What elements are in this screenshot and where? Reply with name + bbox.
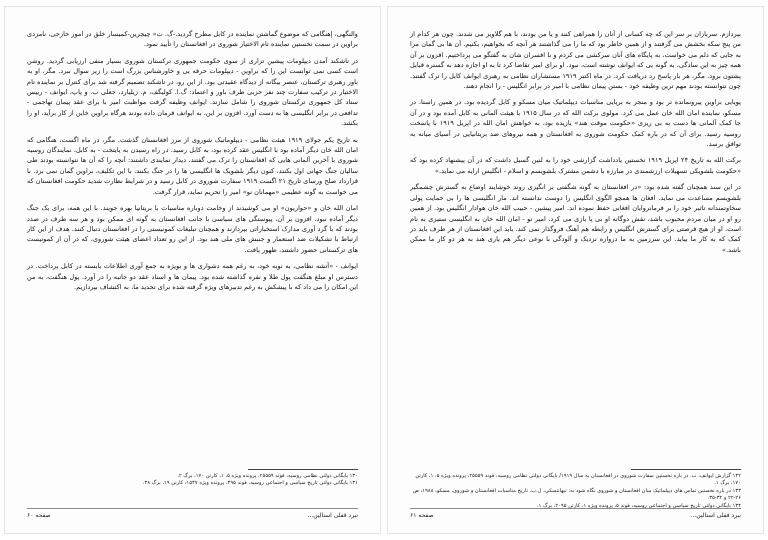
right-page-footer (410, 508, 741, 523)
right-paragraph-2: پویایی براوین پیرونمانده تر بود و منجر به برپایی مناسبات دیپلماتیک میان مسکو و کابل گردیده بود. در همین راستا، در مسکو، نماینده امان الله خان عمل می کرد. مولوی برکت الله که در سال ۱۹۱۵ با هیئت آلمانی به کابل آمده بود و در آن جا کمک آلمانی ها دست به بی ریزی «حکومت موقت هند» یازیده بود، به خواهش امان الله در اپریل ۱۹۱۹ با پاسخت روسیه رسید. برای آن که در باره کمک حکومت شوروی به افغانستان و همه نیروهای ضد بریتانیایی در آسیای میانه به توافق برسد. (410, 98, 741, 149)
left-footnotes (27, 469, 358, 503)
footnote: ۱۳۴ بایگانی دولتی تاریخ سیاسی و اجتماعی روسیه، فوند ۵، پرونده ویژه ۱، کارتن ۲۰۹۵، برگ ۱. (537, 502, 741, 509)
right-footnotes (410, 469, 741, 509)
left-paragraph-2: در تاشکند آمدن دیپلومات پیشین تزاری از سوی حکومت جمهوری ترکستان شوروی بسیار منفی ارزیابی گردید. روشن است کسی نمی توانست این را که براوین - دیپلومات حرفه یی و خاورشناس بزرگ است را زیر سوال ببرد. مگر، او به باور رهبری ترکستان، عنصر بیگانه از دیدگاه عقیدتی بود. از این رو، در تاشکند تصمیم گرفته شد برای کنترل بر نماینده تام الاختیار در ترکیب سفارت چند نفر حزبی طرف باور و اعتماد: گ.ا. کولیگف، م. زیلیارد، جعلی ب. و پاپ، ایوانف - رییس ستاد کل جمهوری ترکستان شوروی را شامل سازند. ایوانف وظیفه گرفت مواظبت امیر با برای عقد پیمان تهاجمی - تدافعی در برابر انگلیسی ها به دست آورد. افزون بر این، به ایوانف فرمان داده بودند هرگاه براوین خاین از کار برآید، او را بکشد. (27, 56, 358, 128)
book-title: نبرد قفلی استالین... (690, 512, 741, 519)
left-page (4, 6, 381, 534)
right-paragraph-4: در این سند همچنان گفته شده بود: «در افغانستان به گونه شگفتی بر انگیزی روند خوشایند اوضاع به گسترش چشمگیر بلشویسم مساعدت می نماید. افغان ها همچو الگوی انگلیس را دوست ندانسته اند. مار انگلیسی ها را بی حمایت پولی سخاوتمندانه تاثیر خود را بر فرمانروایان افغانی حفظ نموده اند. امیر پیشین - حبیب الله خان هوادار انگلیس بود. از همین رو او در میان مردم محبوب باشد، نقش دوگانه او بی پا بازی می کرد. امیر نو - امان الله خان به انگلیسی ستیزی به نام است. او از هیچ فرصتی برای گسترش انگلیس و رابطه هم آهنگ فروگذار نمی کند. باید این افغانستان از هر طرف باید در کمک که به کار ما بیاید. این سرزمین به ما دروازه نزدیک و آلودگی با نوعی دیگر هم یاری هند به هر دو کار ما ممکن باشد.» (410, 183, 741, 254)
left-paragraph-5: ایوانف - «آتشه نظامی، به نوبه خود، به رغم همه دشواری ها و بویژه به جمع آوری اطلاعات بایسته در کابل پرداخت. در دسترس او مبلغ هنگفت پول طلا و نقره گذاشته شده بود. پیمان ها و اسناد عقد دو جانبه را در آورد. پول هنگفت، به من این امکان را می داد که با پیشکش به رغم تدبیرهای ویژه گرفته شده برای تحدید ما، به اکتشاف بپردازیم. (27, 262, 358, 291)
left-paragraph-3: به تاریخ یکم جولای ۱۹۱۹ هیئت نظامی - دیپلوماتیک شوروی از مرز افغانستان گذشت. مگر، در ماه اگست، هنگامی که امان الله خان دیگر آماده بود با انگلیس عقد کرده بود، به کابل رسید. در راه رسیدن به پایتخت - به کابل، نمایندگان روسیه شوروی با آخرین آلمانی هایی که افغانستان را ترک می گفتند، دیدار نمایندی داشتند: آنچه را که آن ها نتوانسته بودند طی سالیان جنگ جهانی اول بکنند، کنون دیگر بلشویک ها انگلیسی ها را در جنگ بکنند. با این تکلیف، براوین گمان نمی برد. با قرارداد صلح ورسای تاریخ ۲۱ اگست ۱۹۱۹ سفارت شوروی در کابل رسید و در شرایط نظارت شدید حکومت افغانستان که می خواست به گونه عظیمی «مهمانان نو» امیر را تحریم نماید، قرار گرفت. (26, 135, 358, 196)
footnote: ۱۳۰ بایگانی دولتی نظامی روسیه، فوند ۲۵۵۵۹، پرونده ویژه ۵، ۱، کارتن ۱۷۰، برگ ۲. (177, 473, 358, 479)
left-page-footer (27, 508, 358, 523)
right-page-body (410, 29, 741, 467)
footnote: ۱۳۲ گزارش ایوانف، ب. در باره نخستین سفارت شوروی در افغانستان به سال ۱۹۱۹/ بایگانی دولتی نظامی روسیه، فوند ۲۵۵۵۹، پرونده ویژه ۵، ۱، کارتن ۱۷۰، برگ ۱. (415, 473, 741, 487)
left-page-body (27, 29, 358, 467)
footnote-rule (631, 469, 741, 470)
footnote-rule (248, 469, 358, 470)
right-page (387, 6, 764, 534)
book-title: نبرد قفلی استالین... (307, 512, 358, 519)
right-paragraph-1: بپردازم. سربازان بر سر این که چه کسانی از آنان را همراهی کنند و یا من بودند، با هم گلاویز می شدند. چون هر کدام از من پنج سکه بخشش می گرفتند و از همین خاطر بود که ما را می گذاشتند هر آنچه که بخواهیم، بکنیم. آن ها بی گمان مرا به جایی که دلم می خواست، به پایگاه های آنان سرکشی می کردم و با افسران شان به گفتگو می پرداختیم. افزون بر آن همه چیز به این سادگی، به گونه یی که ایوانف نوشته است، نبود. او برای امیر تقاضا کرد تا به او اجازه دهد به گستره قبایل پشتون برود. مگر، هر بار پاسخ رد دریافت کرد. در ماه اکتبر ۱۹۱۹ مستشاران نظامی به رهبری ایوانف کابل را ترک گفتند. چون نتوانسته بودند مهم ترین وظیفه خود - بستن پیمان نظامی با امیر در برابر انگلیس - را انجام دهند. (410, 30, 741, 91)
page-number: صفحه ۶۱ (410, 512, 434, 519)
left-paragraph-4: امان الله خان و «حواریون» او می کوشیدند از وخامت دوباره مناسبات با بریتانیا بهره جویند. با این همه، برای یک جنگ دیگر آماده نبود. افزون بر آن، پیوستگی های سیاسی با جانب افغانستان به گونه ای ممکن بود و هر سه طرف در صدد بودند که با گرد آوری مدارک استخباراتی بپردازند و همچنان تبلیغات کمونیستی را در افغانستان دنبال کنند. هدف از این کار ارتباط با تشکیلات ضد استعمار و جنبش های ملی هند بود. از این رو تعداد اعضای هیئت شوروی، که در آن از کمونیست های ترکستانی حضور داشتند، ظهور یافت. (27, 204, 358, 254)
page-number: صفحه ۶۰ (27, 512, 51, 519)
left-paragraph-1: والنگهی، إهنگامی که موضوع گماشتن نماینده در کابل مطرح گردید.-گ. ت» چیچرین-کمیسار خلق در امور خارجی، نامزدی براوین در سمت نخستین نماینده تام الاختیار شوروی در افغانستان را تأیید نمود. (27, 30, 358, 49)
footnote: ۱۳۳ در باره نخستین تماس های دیپلماتیک میان افغانستان و شوروی نگاه شود به: تیهانتسکی، ل.ب. تاریخ مناسبات افغانستان و شوروی، مسکو، ۱۹۸۸، ص ۲۶-۲۲ و ۳۲-۳۵. (412, 487, 741, 502)
footnote: ۱۳۱ بایگانی دولتی تاریخ سیاسی و اجتماعی روسیه، فوند ۴۹۵، پرونده ویژه ۱۵۴۷، کارتن ۱۹، برگ ۳۸. (142, 480, 358, 487)
right-paragraph-3: برکت الله به تاریخ ۲۴ اپریل ۱۹۱۹ نخستین یادداشت گزارشی خود را به لنین گسیل داشت که در آن پیشنهاد کرده بود که «حکومت بلشویکی تسهیلات ارزشمندی در مبارزه با دشمن مشترک بلشویسم و اسلام - انگلیس ارایه می نماید.» (410, 156, 741, 175)
